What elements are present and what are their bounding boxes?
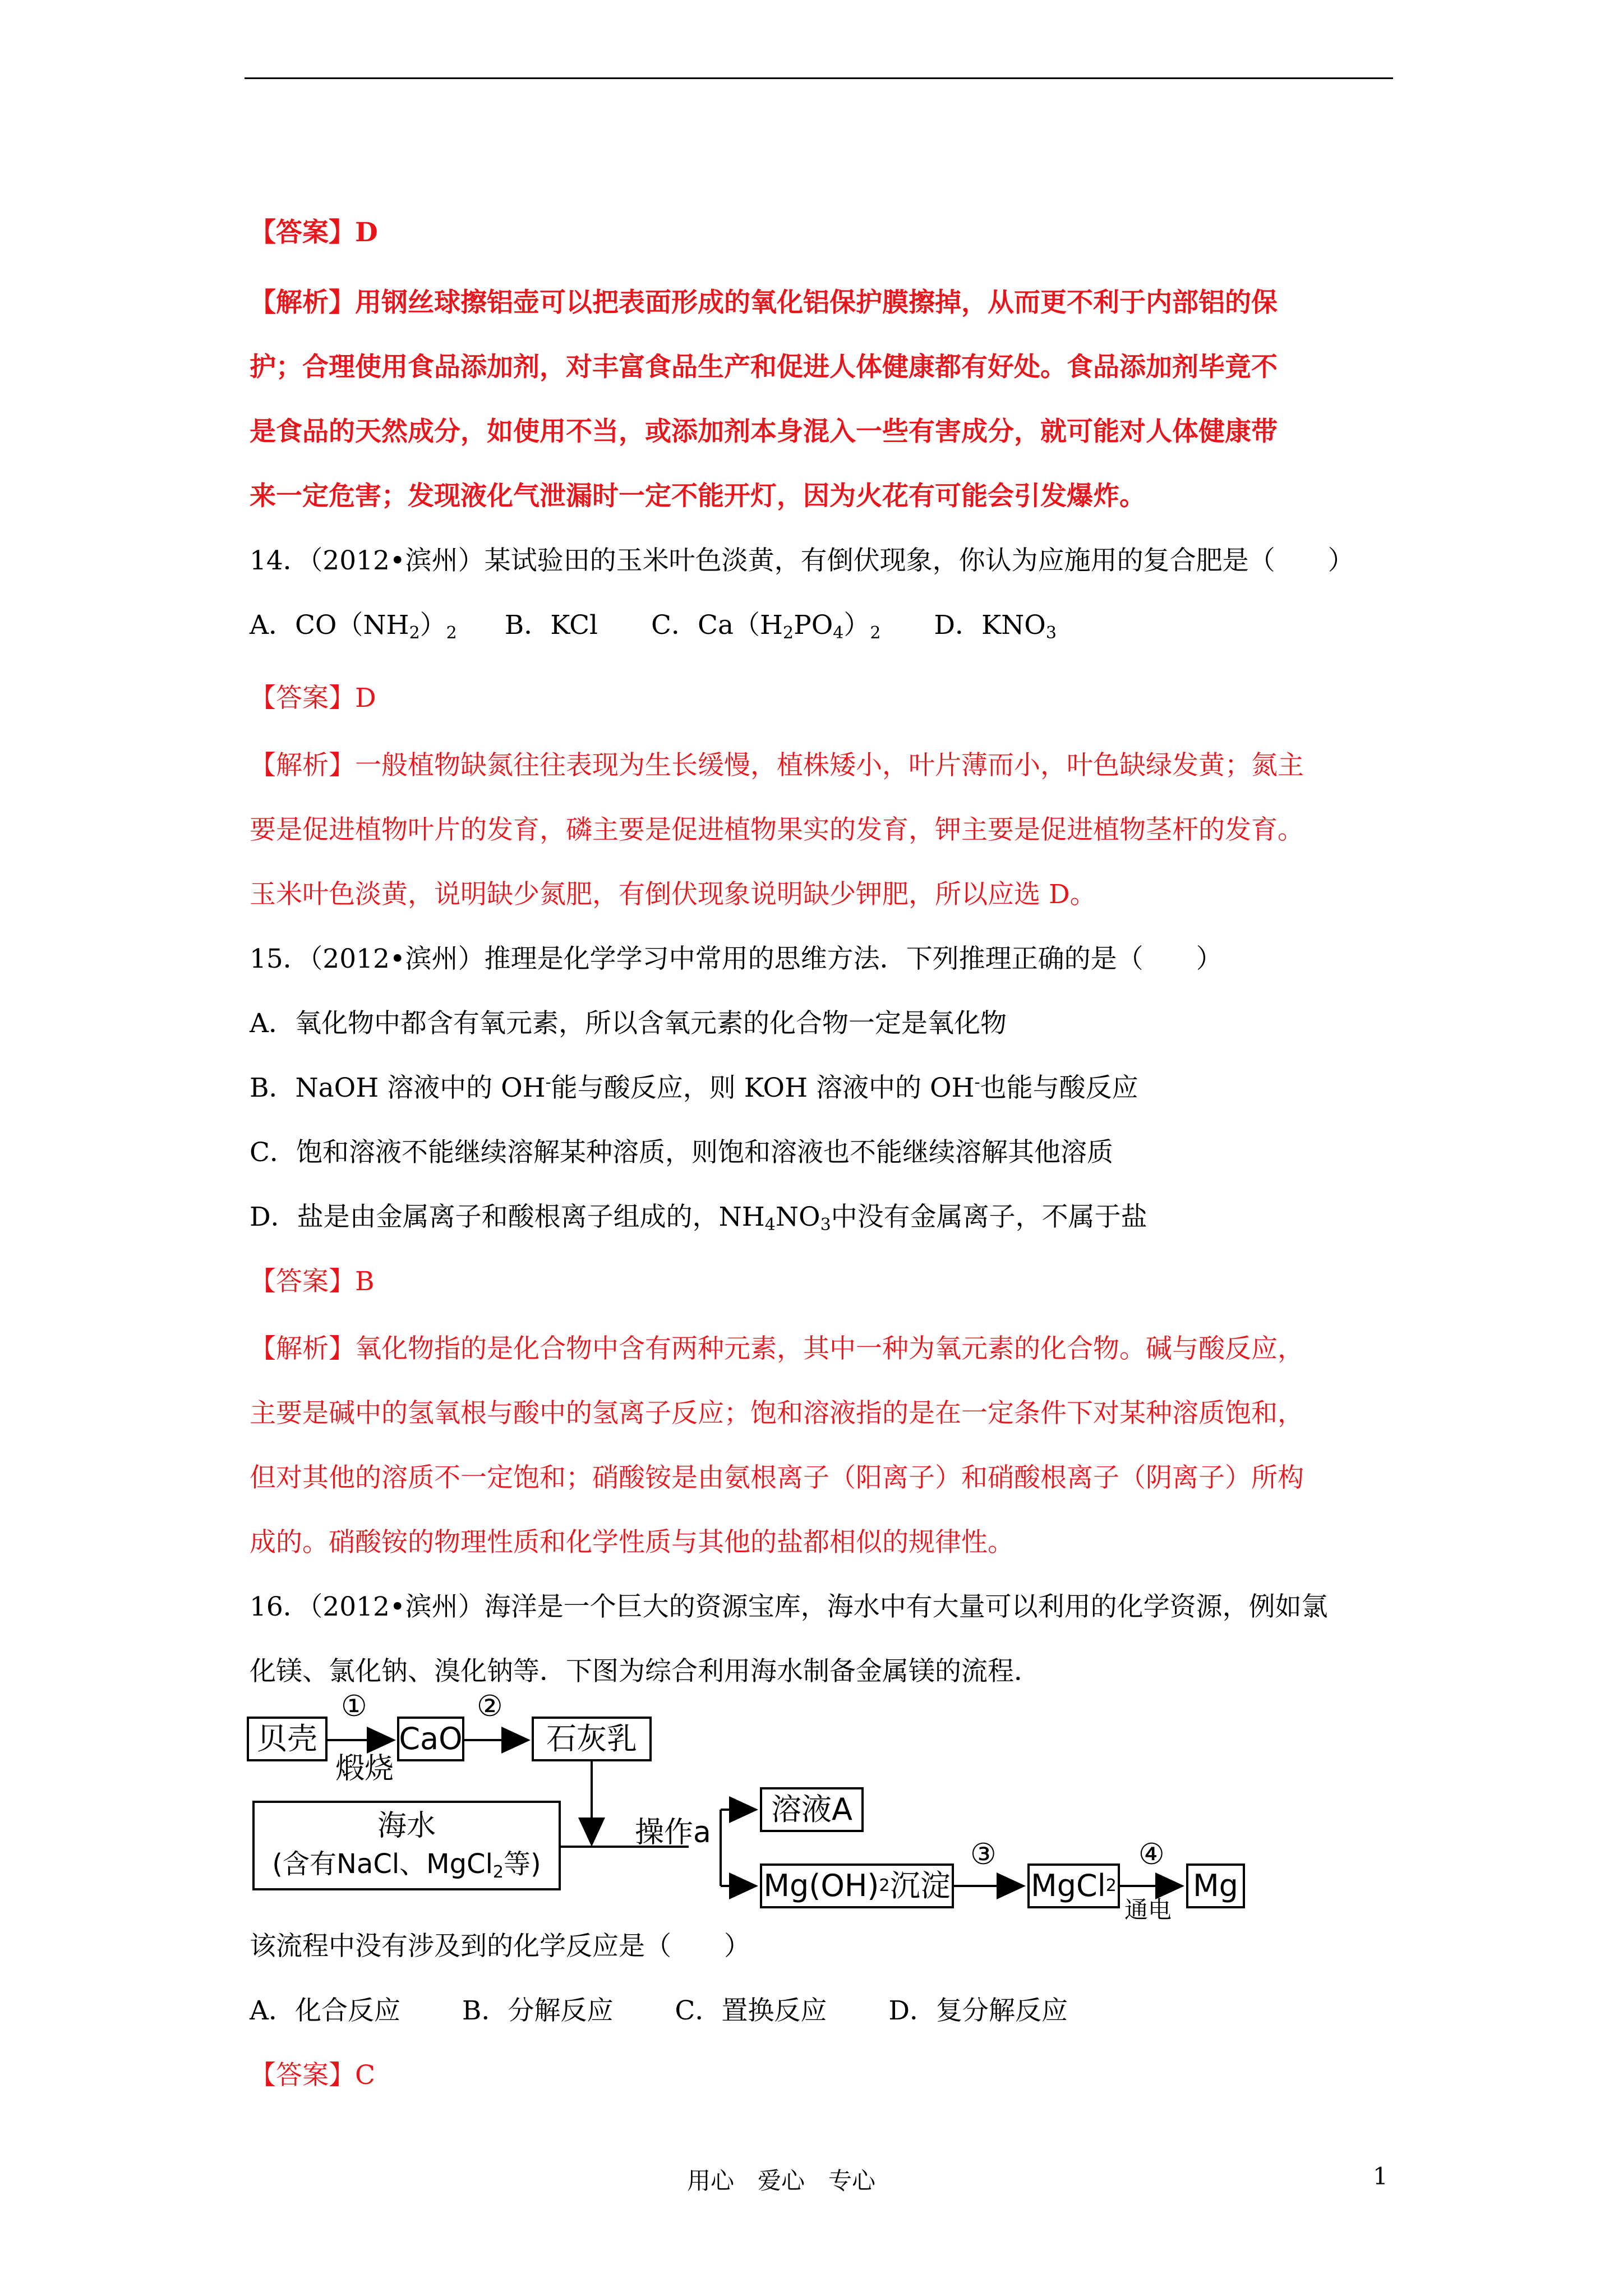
q16-option-d: D．复分解反应: [888, 1995, 1068, 2026]
calcine-label: 煅烧: [335, 1752, 394, 1786]
q16-stem-line: 化镁、氯化钠、溴化钠等．下图为综合利用海水制备金属镁的流程．: [250, 1656, 1040, 1687]
header-rule: [245, 77, 1393, 79]
shell-box: 贝壳: [247, 1717, 328, 1761]
q15-analysis-line: 但对其他的溶质不一定饱和；硝酸铵是由氨根离子（阳离子）和硝酸根离子（阴离子）所构: [250, 1462, 1304, 1493]
q14-options: [250, 609, 1057, 642]
q16-options: [250, 1994, 1068, 2028]
q15-analysis-line: 主要是碱中的氢氧根与酸中的氢离子反应；饱和溶液指的是在一定条件下对某种溶质饱和，: [250, 1398, 1304, 1429]
q16-stem-line: 16．（2012•滨州）海洋是一个巨大的资源宝库，海水中有大量可以利用的化学资源，例如氯: [250, 1591, 1328, 1622]
q15-answer: 【答案】B: [250, 1266, 375, 1297]
q15-analysis-line: 成的。硝酸铵的物理性质和化学性质与其他的盐都相似的规律性。: [250, 1527, 1014, 1558]
page-number: 1: [1373, 2162, 1388, 2190]
step-2-label: ②: [477, 1690, 503, 1723]
cao-box: CaO: [397, 1717, 464, 1761]
q16-answer: 【答案】C: [250, 2060, 375, 2091]
q13-analysis-line: 是食品的天然成分，如使用不当，或添加剂本身混入一些有害成分，就可能对人体健康带: [250, 416, 1278, 447]
step-1-label: ①: [341, 1690, 367, 1723]
q14-option-a: A．$CO(NH_2)_2$: [250, 610, 457, 643]
q16-option-c: C．置换反应: [675, 1995, 827, 2026]
q15-option-d: D．盐是由金属离子和酸根离子组成的，$NH_4NO_3$中没有金属离子，不属于盐: [250, 1202, 1147, 1235]
q14-analysis-line: 玉米叶色淡黄，说明缺少氮肥，有倒伏现象说明缺少钾肥，所以应选 D。: [250, 879, 1096, 910]
q13-answer: 【答案】D: [250, 217, 378, 248]
q14-analysis-line: 【解析】一般植物缺氮往往表现为生长缓慢，植株矮小，叶片薄而小，叶色缺绿发黄；氮主: [250, 750, 1304, 781]
step-3-label: ③: [970, 1838, 997, 1871]
seawater-note: (含有NaCl、MgCl$_2$等): [272, 1848, 541, 1882]
seawater-label: 海水: [377, 1809, 436, 1843]
q16-option-b: B．分解反应: [462, 1995, 614, 2026]
q14-option-b: B．KCl: [504, 610, 598, 641]
q13-analysis-line: 【解析】用钢丝球擦铝壶可以把表面形成的氧化铝保护膜擦掉，从而更不利于内部铝的保: [250, 287, 1278, 318]
mgoh2-precipitate-box: Mg(OH) 2 沉淀: [760, 1864, 954, 1908]
solution-a-box: 溶液A: [760, 1787, 864, 1832]
q14-option-c: C．$Ca(H_2PO_4)_2$: [651, 610, 881, 643]
q13-analysis-line: 来一定危害；发现液化气泄漏时一定不能开灯，因为火花有可能会引发爆炸。: [250, 481, 1146, 512]
q15-option-c: C．饱和溶液不能继续溶解某种溶质，则饱和溶液也不能继续溶解其他溶质: [250, 1137, 1113, 1168]
q14-answer: 【答案】D: [250, 683, 376, 714]
q16-option-a: A．化合反应: [250, 1995, 400, 2026]
q13-analysis-line: 护；合理使用食品添加剂，对丰富食品生产和促进人体健康都有好处。食品添加剂毕竟不: [250, 352, 1278, 383]
step-4-label: ④: [1138, 1838, 1165, 1871]
footer-motto: 用心 爱心 专心: [687, 2167, 876, 2194]
q14-option-d: D．$KNO_3$: [934, 610, 1057, 643]
q15-option-a: A．氧化物中都含有氧元素，所以含氧元素的化合物一定是氧化物: [250, 1008, 1007, 1039]
q14-analysis-line: 要是促进植物叶片的发育，磷主要是促进植物果实的发育，钾主要是促进植物茎杆的发育。: [250, 815, 1304, 845]
q15-analysis-line: 【解析】氧化物指的是化合物中含有两种元素，其中一种为氧元素的化合物。碱与酸反应，: [250, 1333, 1304, 1364]
mgcl2-box: MgCl 2: [1027, 1864, 1120, 1908]
operation-a-label: 操作a: [635, 1816, 711, 1849]
electrolysis-label: 通电: [1124, 1896, 1172, 1924]
q16-question: 该流程中没有涉及到的化学反应是（ ）: [250, 1931, 750, 1962]
q15-stem: 15．（2012•滨州）推理是化学学习中常用的思维方法．下列推理正确的是（ ）: [250, 944, 1223, 974]
q15-option-b: B．NaOH 溶液中的 OH-能与酸反应，则 KOH 溶液中的 OH-也能与酸反应: [250, 1073, 1138, 1103]
q14-stem: 14．（2012•滨州）某试验田的玉米叶色淡黄，有倒伏现象，你认为应施用的复合肥是（ ）: [250, 545, 1354, 576]
seawater-box: [252, 1801, 561, 1890]
lime-milk-box: 石灰乳: [532, 1717, 652, 1761]
mg-box: Mg: [1186, 1864, 1245, 1908]
